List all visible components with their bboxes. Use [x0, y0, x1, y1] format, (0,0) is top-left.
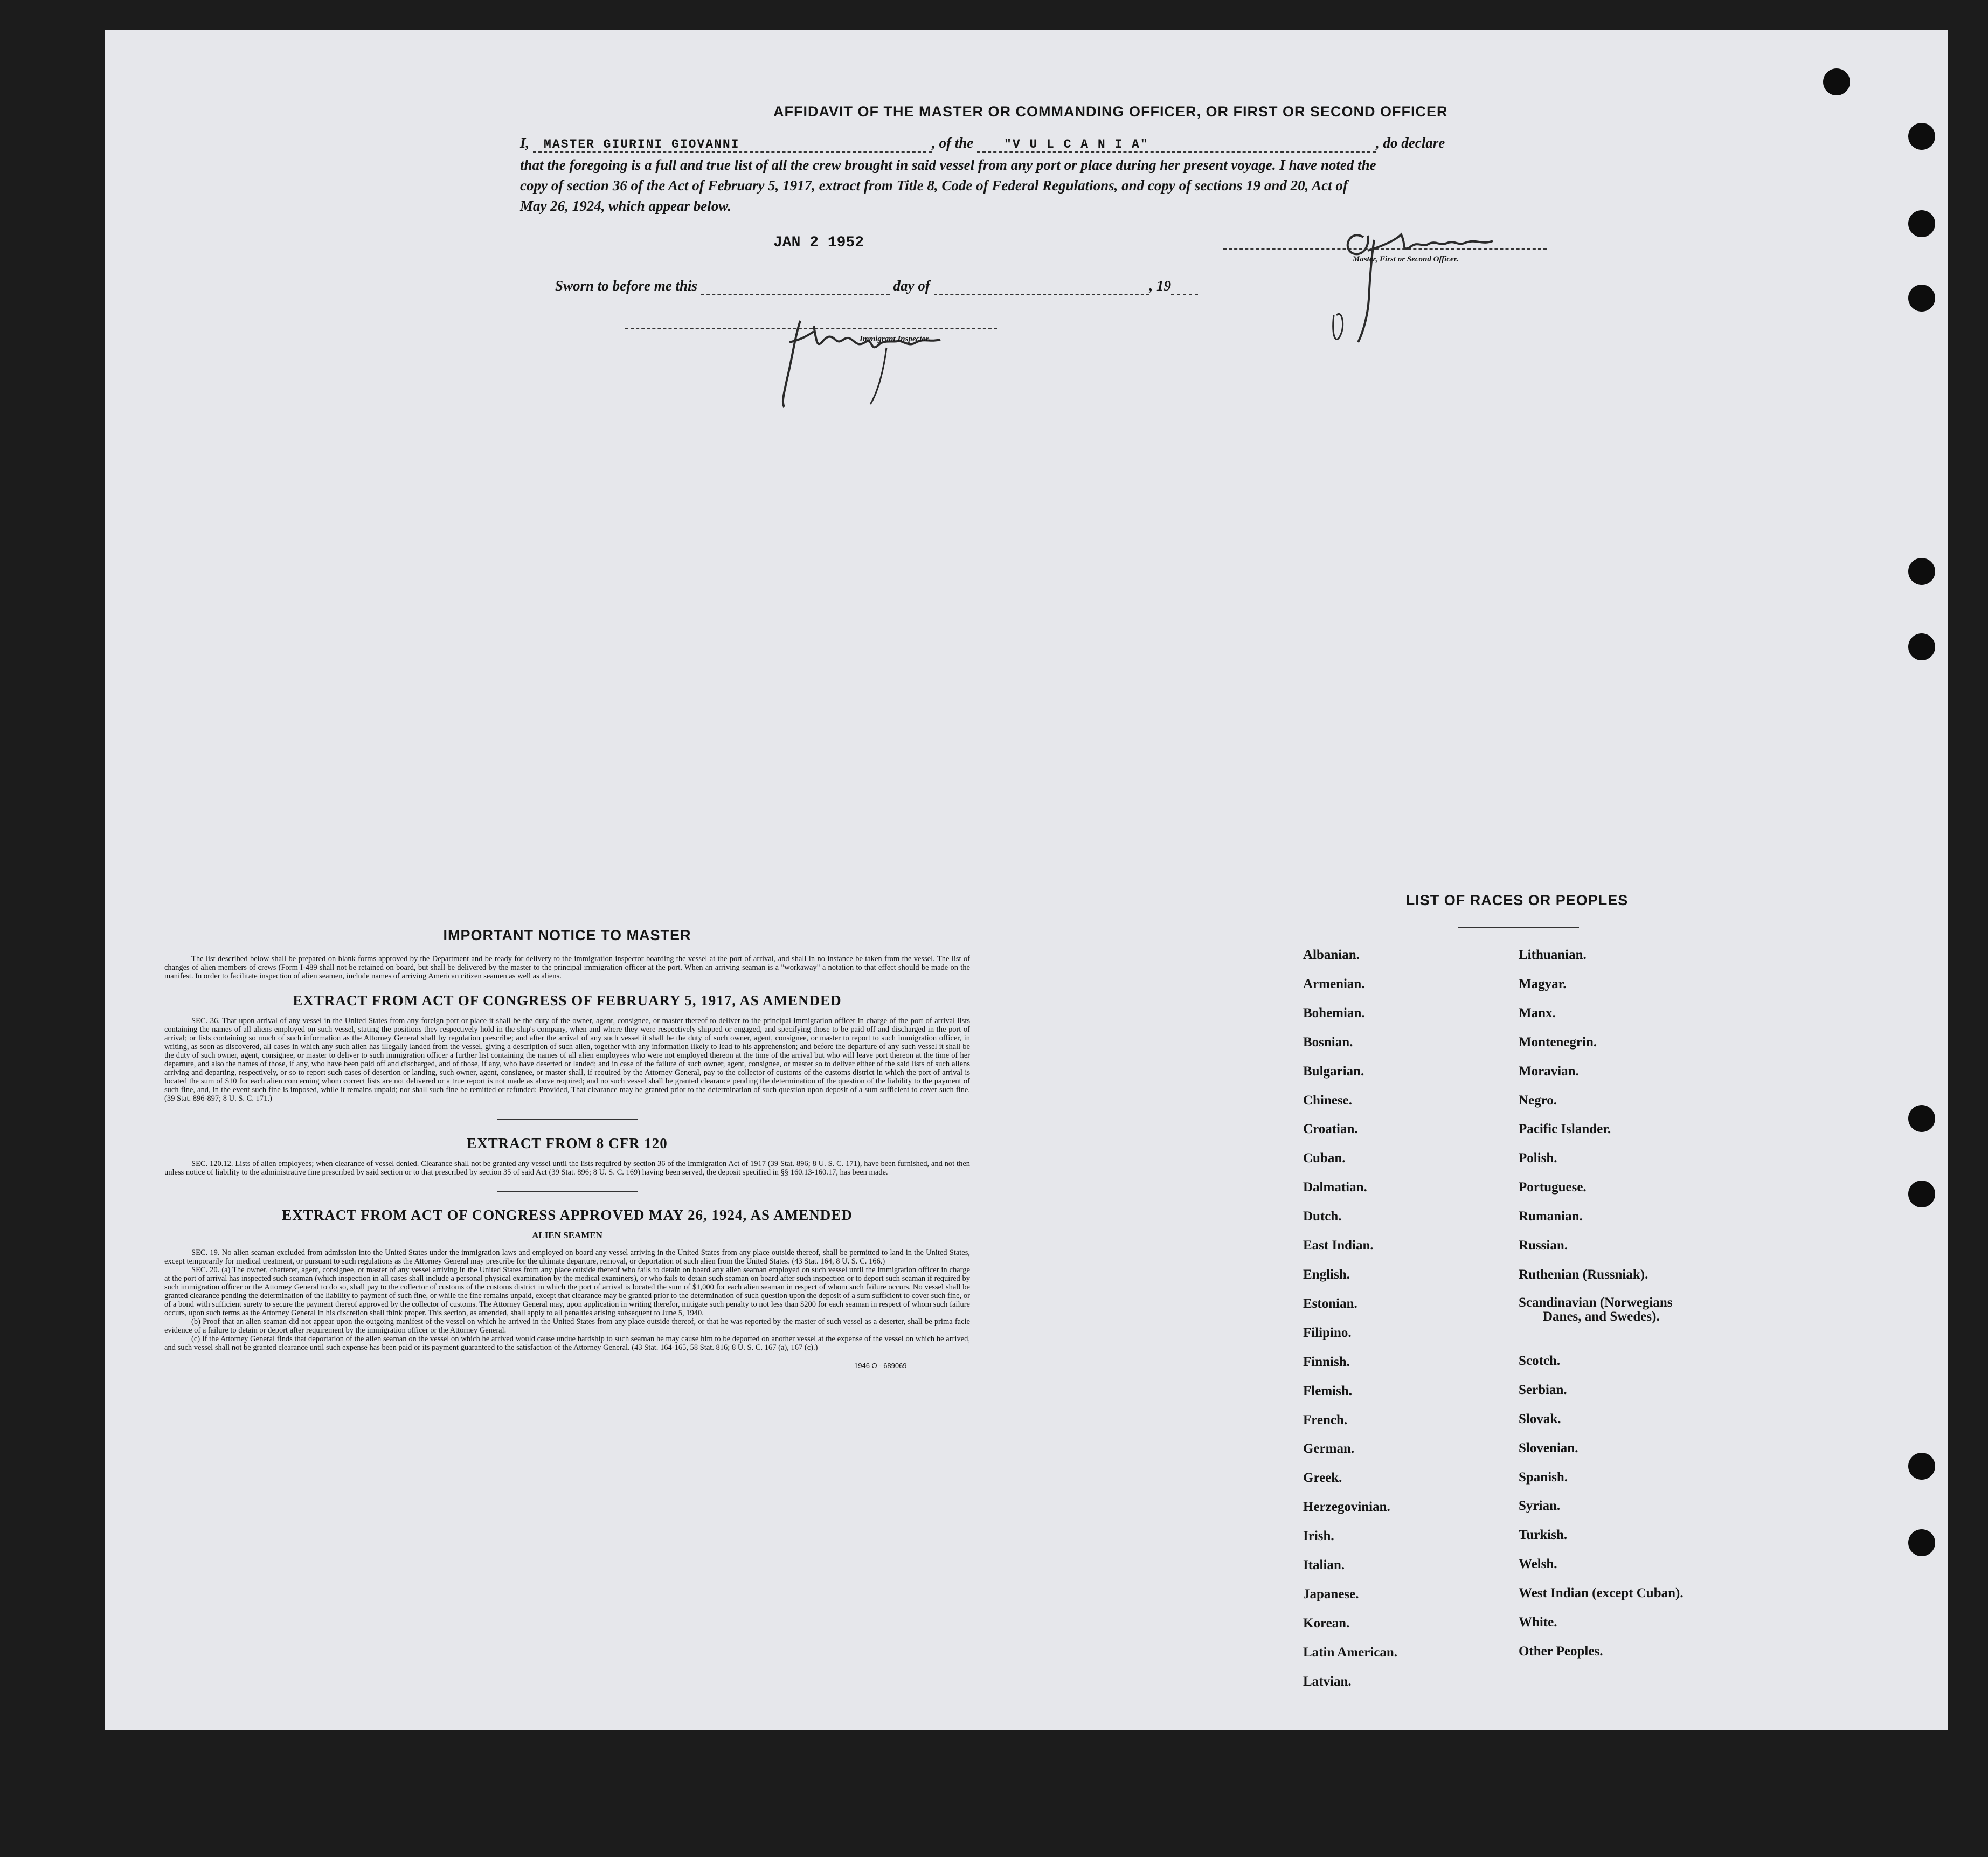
race-item: Manx.	[1519, 1005, 1556, 1020]
race-item: Magyar.	[1519, 976, 1567, 991]
day-of-label: day of	[893, 278, 930, 294]
binder-hole	[1823, 68, 1850, 95]
year-prefix-label: , 19	[1149, 278, 1172, 294]
races-column-1	[1303, 941, 1397, 1696]
declaration-text	[520, 155, 1673, 216]
race-item: Syrian.	[1519, 1499, 1561, 1514]
inspector-signature	[763, 288, 989, 418]
section-20c-paragraph: (c) If the Attorney General finds that deportation of the alien seaman on the vessel on which he arrived would cause undue hardship to such seaman he may cause him to be deported on another vessel at the expense of the vessel on which he arrived, and such vessel shall not be granted clearance until such expense has been paid or its payment guaranteed to the satisfaction of the Attorney General. (43 Stat. 164-165, 58 Stat. 816; 8 U. S. C. 167 (a), 167 (c).)	[164, 1335, 970, 1352]
section-19-paragraph: SEC. 19. No alien seaman excluded from admission into the United States under the immigration laws and employed on board any vessel arriving in the United States from any place outside thereof, shall be permitted to land in the United States, except temporarily for medical treatment, or pursuant to such regulations as the Attorney General may prescribe for the ultimate departure, removal, or deportation of such alien from the United States. (43 Stat. 164, 8 U. S. C. 166.)	[164, 1248, 970, 1266]
race-item: Greek.	[1303, 1471, 1342, 1486]
race-item: East Indian.	[1303, 1238, 1374, 1253]
cfr-text	[164, 1159, 970, 1177]
race-item: Dutch.	[1303, 1209, 1342, 1224]
notice-paragraph: The list described below shall be prepared on blank forms approved by the Department and be ready for delivery to the immigration inspector boarding the vessel at the port of arrival, and shall in no instance be taken from the vessel. The list of changes of alien members of crews (Form I-489 shall not be retained on board, but shall be delivered by the master to the principal immigration officer at the port. When an arriving seaman is a "workaway" a notation to that effect should be made on the manifest. In order to facilitate inspection of alien seamen, include names of arriving American citizen seamen as well as aliens.	[164, 955, 970, 981]
race-item: Latvian.	[1303, 1674, 1352, 1689]
race-item: German.	[1303, 1441, 1355, 1456]
race-item: Estonian.	[1303, 1296, 1357, 1311]
declaration-line	[520, 135, 1668, 153]
race-item: Chinese.	[1303, 1093, 1352, 1108]
races-title-rule	[1458, 927, 1579, 928]
section-20b-paragraph: (b) Proof that an alien seaman did not appear upon the outgoing manifest of the vessel on which he arrived in the United States from any place outside thereof, or that he was reported by the master of such vessel as a deserter, shall be prima facie evidence of a failure to detain or deport after requirement by the immigration officer or the Attorney General.	[164, 1317, 970, 1335]
extract-1917-text	[164, 1017, 970, 1103]
race-item: Dalmatian.	[1303, 1180, 1367, 1195]
race-item: Pacific Islander.	[1519, 1122, 1611, 1137]
race-item: Spanish.	[1519, 1469, 1568, 1485]
master-name-field	[533, 135, 932, 153]
race-item: Armenian.	[1303, 976, 1365, 991]
binder-hole	[1908, 210, 1935, 237]
race-item: Croatian.	[1303, 1122, 1358, 1137]
binder-hole	[1908, 1453, 1935, 1480]
race-item: Slovak.	[1519, 1411, 1561, 1426]
race-item: Scandinavian (Norwegians	[1519, 1295, 1673, 1310]
race-item: Danes, and Swedes).	[1543, 1309, 1660, 1324]
divider	[497, 1119, 638, 1120]
race-item: Scotch.	[1519, 1353, 1561, 1368]
race-item: English.	[1303, 1267, 1350, 1282]
cfr-title: EXTRACT FROM 8 CFR 120	[467, 1135, 668, 1151]
i-label: I,	[520, 135, 530, 151]
binder-hole	[1908, 1105, 1935, 1132]
race-item: Montenegrin.	[1519, 1034, 1597, 1050]
vessel-field	[977, 135, 1376, 153]
race-item: Portuguese.	[1519, 1180, 1587, 1195]
extract-1917-title: EXTRACT FROM ACT OF CONGRESS OF FEBRUARY 5, 1917, AS AMENDED	[293, 992, 842, 1009]
race-item: Ruthenian (Russniak).	[1519, 1267, 1648, 1282]
binder-hole	[1908, 1529, 1935, 1556]
print-code: 1946 O - 689069	[854, 1362, 907, 1370]
race-item: Other Peoples.	[1519, 1644, 1603, 1659]
race-item: Lithuanian.	[1519, 948, 1587, 962]
race-item: Japanese.	[1303, 1586, 1359, 1601]
do-declare-label: , do declare	[1376, 135, 1445, 151]
races-title: LIST OF RACES OR PEOPLES	[1405, 892, 1629, 908]
declaration-line-1: that the foregoing is a full and true list of all the crew brought in said vessel from any port or place during her present voyage. I have noted the	[520, 157, 1376, 173]
section-120-12-paragraph: SEC. 120.12. Lists of alien employees; when clearance of vessel denied. Clearance shall not be granted any vessel until the lists required by section 36 of the Immigration Act of 1917 (39 Stat. 896; 8 U. S. C. 171), have been furnished, and not then unless notice of liability to the administrative fine prescribed by said section or to that prescribed by section 35 of said Act (39 Stat. 896; 8 U. S. C. 169) having been served, the deposit specified in §§ 160.13-160.17, has been made.	[164, 1159, 970, 1177]
inspector-signature-line	[625, 328, 997, 329]
race-item: Korean.	[1303, 1616, 1350, 1631]
race-item: Cuban.	[1303, 1151, 1346, 1166]
section-20a-paragraph: SEC. 20. (a) The owner, charterer, agent, consignee, or master of any vessel arriving in the United States from any place outside thereof who fails to detain on board any alien seaman employed on such vessel until the immigration officer in charge at the port of arrival has inspected such seaman (which inspection in all cases shall include a personal physical examination by the medical examiners), or who fails to detain such seaman on board after such inspection or to deport such seaman if required by such immigration officer or the Attorney General to do so, shall pay to the collector of customs of the customs district in which the port of arrival is located the sum of $1,000 for each alien seaman in respect of whom such failure occurs. No vessel shall be granted clearance pending the determination of the liability to payment of such fine, or while the fine remains unpaid, except that clearance may be granted prior to the determination of such question upon the deposit of a sum sufficient to cover such fine, or of a bond with sufficient surety to secure the payment thereof approved by the collector of customs. The Attorney General may, upon application in writing therefor, mitigate such penalty to not less than $200 for each seaman in respect of whom such failure occurs, upon such terms as the Attorney General in his discretion shall think proper. This section, as amended, shall apply to all penalties arising subsequent to June 5, 1940.	[164, 1266, 970, 1317]
race-item: Filipino.	[1303, 1325, 1352, 1340]
notice-title: IMPORTANT NOTICE TO MASTER	[443, 927, 691, 943]
race-item: Welsh.	[1519, 1557, 1557, 1572]
race-item: Slovenian.	[1519, 1440, 1578, 1455]
master-signature-label: Master, First or Second Officer.	[1353, 255, 1459, 264]
race-item: Rumanian.	[1519, 1209, 1583, 1224]
race-item: Bulgarian.	[1303, 1064, 1364, 1079]
sworn-year-field	[1171, 278, 1198, 295]
sworn-label: Sworn to before me this	[555, 278, 698, 294]
binder-hole	[1908, 285, 1935, 312]
race-item: Serbian.	[1519, 1382, 1567, 1397]
race-item: Bohemian.	[1303, 1005, 1365, 1020]
race-item: Irish.	[1303, 1529, 1334, 1544]
race-item: Herzegovinian.	[1303, 1500, 1390, 1515]
alien-seamen-subtitle: ALIEN SEAMEN	[532, 1230, 602, 1240]
race-item: Finnish.	[1303, 1354, 1350, 1369]
notice-text	[164, 955, 970, 981]
divider	[497, 1191, 638, 1192]
master-signature	[1320, 208, 1520, 364]
vessel-name: "V U L C A N I A"	[1004, 137, 1149, 151]
of-the-label: , of the	[932, 135, 974, 151]
race-item: Turkish.	[1519, 1528, 1568, 1543]
race-item: French.	[1303, 1412, 1348, 1427]
section-36-paragraph: SEC. 36. That upon arrival of any vessel in the United States from any foreign port or place it shall be the duty of the owner, agent, consignee, or master thereof to deliver to the principal immigration officer in charge of the port of arrival lists containing the names of all aliens employed on such vessel, stating the positions they respectively hold in the ship's company, when and where they were respectively shipped or engaged, and specifying those to be paid off and discharged in the port of arrival; or lists containing so much of such information as the Attorney General shall by regulation prescribe; and after the arrival of any such vessel it shall be the duty of such owner, agent, consignee, or master to report to such immigration officer, in writing, as soon as discovered, all cases in which any such alien has illegally landed from the vessel, giving a description of such alien, together with any information likely to lead to his apprehension; and before the departure of any such vessel it shall be the duty of such owner, agent, consignee, or master to deliver to such immigration officer a further list containing the names of all alien employees who were not employed thereon at the time of the arrival but who will leave port thereon at the time of her departure, and also the names of those, if any, who have been paid off and discharged, and of those, if any, who have deserted or landed; and in case of the failure of such owner, agent, consignee, or master so to deliver either of the said lists of such aliens arriving and departing, respectively, or so to report such cases of desertion or landing, such owner, agent, consignee, or master shall, if required by the Attorney General, pay to the collector of customs of the customs district in which the port of arrival is located the sum of $10 for each alien concerning whom correct lists are not delivered or a true report is not made as above required; and no such vessel shall be granted clearance pending the determination of the question of the liability to the payment of such fine, and, in the event such fine is imposed, while it remains unpaid; nor shall such fine be remitted or refunded: Provided, That clearance may be granted prior to the determination of such question upon deposit of a sum sufficient to cover such fine. (39 Stat. 896-897; 8 U. S. C. 171.)	[164, 1017, 970, 1103]
race-item: Negro.	[1519, 1093, 1557, 1108]
race-item: West Indian (except Cuban).	[1519, 1586, 1684, 1601]
binder-hole	[1908, 123, 1935, 150]
form-sheet	[105, 30, 1948, 1730]
race-item: Albanian.	[1303, 948, 1360, 962]
affidavit-title: AFFIDAVIT OF THE MASTER OR COMMANDING OFFICER, OR FIRST OR SECOND OFFICER	[773, 103, 1448, 120]
master-signature-line	[1223, 248, 1547, 250]
race-item: White.	[1519, 1615, 1557, 1630]
date-stamp: JAN 2 1952	[773, 234, 864, 251]
declaration-line-3: May 26, 1924, which appear below.	[520, 198, 732, 214]
extract-1924-text	[164, 1248, 970, 1352]
left-column	[164, 927, 970, 1370]
race-item: Flemish.	[1303, 1383, 1352, 1398]
race-item: Polish.	[1519, 1151, 1557, 1166]
race-item: Moravian.	[1519, 1064, 1579, 1079]
binder-hole	[1908, 558, 1935, 585]
binder-hole	[1908, 1181, 1935, 1207]
inspector-signature-label: Immigrant Inspector.	[860, 335, 931, 343]
race-item: Bosnian.	[1303, 1034, 1353, 1050]
binder-hole	[1908, 633, 1935, 660]
race-item: Italian.	[1303, 1558, 1345, 1573]
race-item: Russian.	[1519, 1238, 1568, 1253]
declaration-line-2: copy of section 36 of the Act of February 5, 1917, extract from Title 8, Code of Federal Regulations, and copy of sections 19 and 20, Act of	[520, 177, 1348, 194]
race-item: Latin American.	[1303, 1645, 1397, 1660]
races-column-2	[1519, 941, 1684, 1666]
master-name: MASTER GIURINI GIOVANNI	[544, 137, 740, 151]
extract-1924-title: EXTRACT FROM ACT OF CONGRESS APPROVED MAY 26, 1924, AS AMENDED	[282, 1207, 853, 1223]
